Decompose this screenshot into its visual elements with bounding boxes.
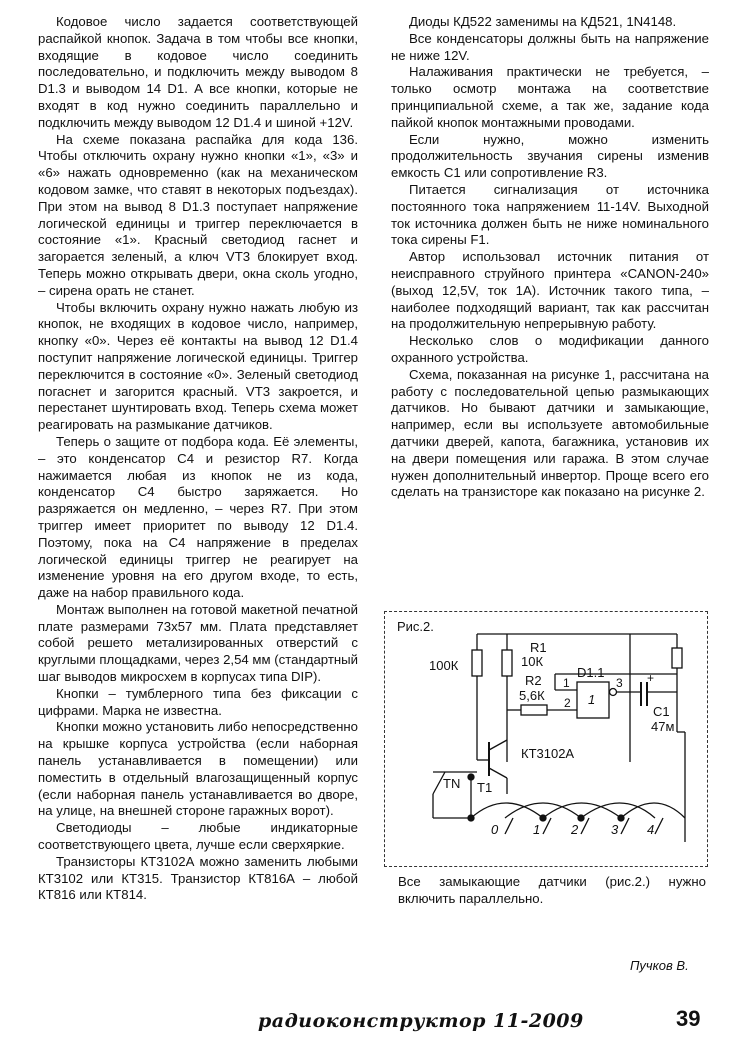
switch-0: 0 (491, 822, 499, 837)
label-r1: R1 (530, 640, 547, 655)
label-transistor: КТ3102А (521, 746, 575, 761)
label-r2: R2 (525, 673, 542, 688)
paragraph: Светодиоды – любые индикаторные соответствующего цвета, лучше если сверхяркие. (38, 820, 358, 853)
resistor-r1 (502, 650, 512, 676)
pin-1: 1 (563, 676, 570, 690)
label-c1-plus: + (647, 671, 655, 685)
paragraph: Несколько слов о модификации данного охранного устройства. (391, 333, 709, 365)
paragraph: Схема, показанная на рисунке 1, рассчитана на работу с последовательной цепью размыкающих датчиков. Но бывают датчики и замыкающие, например, если вы используете автомобильные датчики дверей, капота, багажника, установив их на двери помещения или гаража. В этом случае нужен дополнительный инвертор. Проще всего его сделать на транзисторе как показано на рисунке 2. (391, 366, 709, 500)
right-text-column (391, 14, 709, 501)
resistor-r2 (521, 705, 547, 715)
switch-3: 3 (611, 822, 619, 837)
paragraph: Транзисторы КТ3102А можно заменить любыми КТ3102 или КТ315. Транзистор КТ816А – любой КТ816 или КТ814. (38, 853, 358, 903)
paragraph: Налаживания практически не требуется, – только осмотр монтажа на соответствие принципиальной схеме, а так же, задание кода пайкой кнопок монтажными проводами. (391, 64, 709, 130)
gate-symbol: 1 (588, 692, 596, 707)
label-c1: С1 (653, 704, 670, 719)
switch-4: 4 (647, 822, 655, 837)
figure-title: Рис.2. (397, 619, 434, 634)
label-d1: D1.1 (577, 665, 605, 680)
paragraph: Диоды КД522 заменимы на КД521, 1N4148. (409, 14, 677, 29)
page-number: 39 (676, 1006, 701, 1031)
resistor-right (672, 648, 682, 668)
switch-2: 2 (571, 822, 579, 837)
paragraph: Теперь о защите от подбора кода. Её элементы, – это конденсатор С4 и резистор R7. Когда нажимается любая из кнопок не из кода, конденсатор С4 быстро заряжается. Но разряжается он медленно, – через R7. При этом триггер имеет приоритет по выводу 12 D1.4. Поэтому, пока на С4 напряжение в пределах логической единицы триггер не реагирует на изменение уровня на его другом входе, то есть, даже на набор правильного кода. (38, 433, 358, 601)
paragraph: Кодовое число задается соответствующей распайкой кнопок. Задача в том чтобы все кнопки, входящие в кодовое число соединить последовательно, и подключить между выводом 8 D1.3 и выводом 14 D1. А все кнопки, которые не входят в код нужно соединить параллельно и подключить между выводом 12 D1.4 и шиной +12V. (38, 14, 358, 130)
paragraph: На схеме показана распайка для кода 136. Чтобы отключить охрану нужно кнопки «1», «3» и «6» нажать одновременно (как на механическом кодовом замке, что ставят в некоторых подъездах). При этом на вывод 8 D1.3 поступает напряжение логической единицы и триггер переключается в состояние «1». Красный светодиод гаснет и загорается зеленый, а ключ VT3 блокирует вход. Теперь можно открывать двери, окна сколь угодно, – сирена орать не станет. (38, 131, 358, 298)
paragraph: Кнопки можно установить либо непосредственно на крышке корпуса устройства (если наборная панель устанавливается в помещении) или поместить в отдельный влагозащищенный корпус (если наборная панель устанавливается во дворе, на улице, на внешней стороне гаражных ворот). (38, 719, 358, 819)
label-tn: TN (443, 776, 461, 791)
paragraph: Чтобы включить охрану нужно нажать любую из кнопок, не входящих в кодовое число, например, кнопку «0». Через её контакты на вывод 12 D1.4 поступит напряжение логической единицы. Триггер переключится в состояние «0». Зеленый светодиод погаснет и загорится красный. VT3 закроется, и перестанет шунтировать вход. Теперь схема может реагировать на размыкание датчиков. (38, 299, 358, 433)
left-text-column (38, 14, 358, 904)
paragraph: Все конденсаторы должны быть на напряжение не ниже 12V. (391, 30, 709, 63)
magazine-footer: радиоконструктор 11-2009 (258, 1010, 584, 1032)
pin-2: 2 (564, 696, 571, 710)
label-100k: 100К (429, 658, 459, 673)
label-t1: T1 (477, 780, 493, 795)
label-c1-value: 47м (651, 719, 675, 734)
label-r2-value: 5,6К (519, 688, 545, 703)
label-r1-value: 10К (521, 654, 544, 669)
resistor-100k (472, 650, 482, 676)
switch-1: 1 (533, 822, 541, 837)
schematic-diagram (385, 612, 707, 866)
paragraph: Автор использовал источник питания от неисправного струйного принтера «CANON-240» (выход 12,5V, ток 1А). Источник такого типа, – наиболее подходящий вариант, так как рассчитан на продолжительную непрерывную работу. (391, 249, 709, 332)
paragraph: Кнопки – тумблерного типа без фиксации с цифрами. Марка не известна. (38, 685, 358, 718)
paragraph: Если нужно, можно изменить продолжительность звучания сирены изменив емкость С1 или сопротивление R3. (391, 131, 709, 181)
paragraph: Монтаж выполнен на готовой макетной печатной плате размерами 73х57 мм. Плата представляет собой решето метализированных отверстий с круглыми площадками, через 2,54 мм (стандартный шаг выводов микросхем в корпусах типа DIP). (38, 601, 358, 685)
pin-3: 3 (616, 676, 623, 690)
author-name: Пучков В. (630, 958, 689, 973)
schematic-figure (384, 611, 708, 867)
figure-caption: Все замыкающие датчики (рис.2.) нужно включить параллельно. (398, 874, 706, 906)
paragraph: Питается сигнализация от источника постоянного тока напряжением 11-14V. Выходной ток источника должен быть не ниже номинального тока сирены F1. (391, 181, 709, 248)
